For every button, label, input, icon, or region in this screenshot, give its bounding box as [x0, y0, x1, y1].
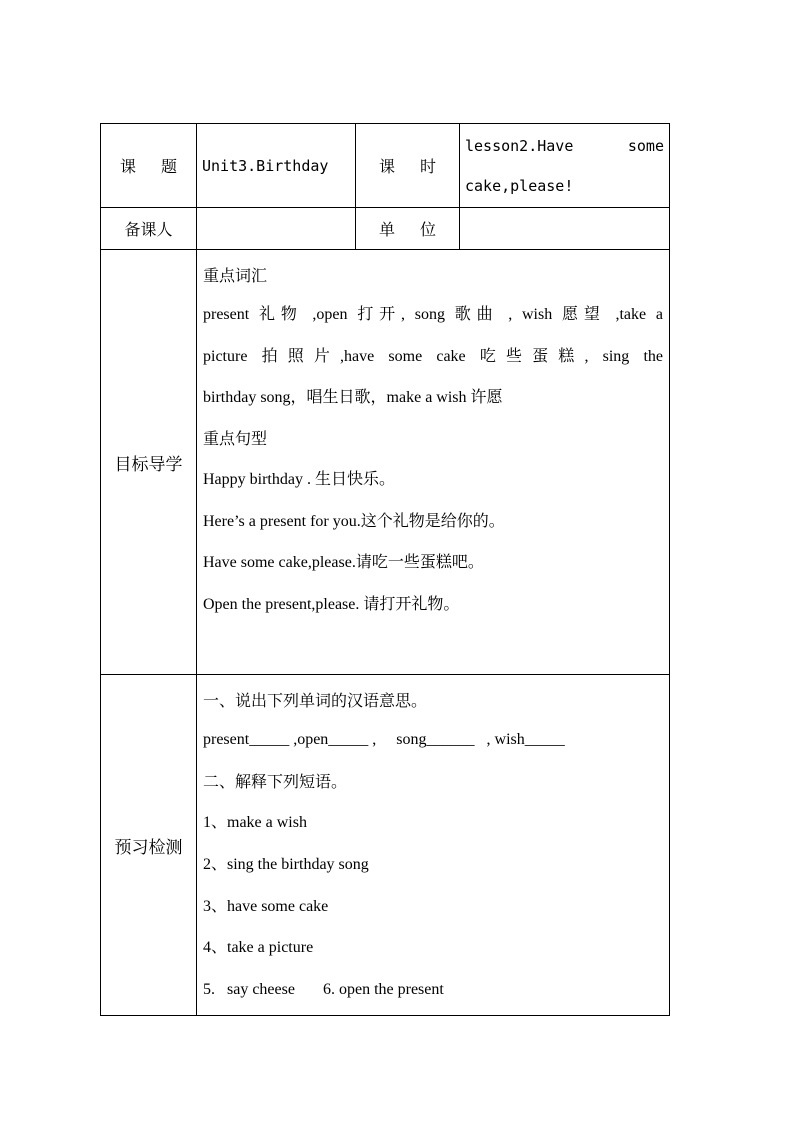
sentence-4: Open the present,please. 请打开礼物。 [203, 596, 460, 614]
preview-label: 预习检测 [101, 675, 197, 1016]
vocab-line-1: present 礼物 ,open 打开, song 歌曲 , wish 愿望 ,take a [203, 306, 663, 323]
objectives-label: 目标导学 [101, 250, 197, 675]
q2-heading: 二、解释下列短语。 [203, 771, 348, 791]
period-value [460, 124, 670, 208]
vocab-line-3: birthday song，唱生日歌，make a wish 许愿 [203, 389, 503, 407]
period-value-line1: lesson2.Have some [465, 136, 664, 155]
period-label: 课 时 [356, 124, 460, 208]
header-row-topic [101, 124, 670, 208]
preparer-label: 备课人 [101, 208, 197, 250]
sentence-heading: 重点句型 [203, 429, 268, 449]
preview-row [101, 675, 670, 1016]
period-value-line2: cake,please! [465, 176, 574, 195]
lesson-plan-table [100, 123, 670, 1016]
topic-value: Unit3.Birthday [197, 124, 356, 208]
header-row-preparer [101, 208, 670, 250]
q2-item-5: 5. say cheese 6. open the present [203, 981, 444, 999]
topic-label: 课 题 [101, 124, 197, 208]
q2-item-3: 3、have some cake [203, 897, 329, 915]
unit-value[interactable] [460, 208, 670, 250]
objectives-content [197, 250, 670, 675]
q2-item-4: 4、take a picture [203, 939, 314, 957]
q2-item-1: 1、make a wish [203, 814, 307, 832]
vocab-heading: 重点词汇 [203, 266, 268, 285]
preparer-value[interactable] [197, 208, 356, 250]
unit-label: 单 位 [356, 208, 460, 250]
q1-line: present_____ ,open_____ , song______ , wish_____ [203, 731, 565, 748]
preview-content [197, 675, 670, 1016]
q1-heading: 一、说出下列单词的汉语意思。 [203, 691, 428, 710]
sentence-2: Here’s a present for you.这个礼物是给你的。 [203, 512, 505, 530]
sentence-1: Happy birthday . 生日快乐。 [203, 471, 395, 489]
objectives-row [101, 250, 670, 675]
sentence-3: Have some cake,please.请吃一些蛋糕吧。 [203, 554, 484, 572]
vocab-line-2: picture 拍照片,have some cake 吃些蛋糕, sing the [203, 347, 663, 365]
q2-item-2: 2、sing the birthday song [203, 856, 369, 874]
